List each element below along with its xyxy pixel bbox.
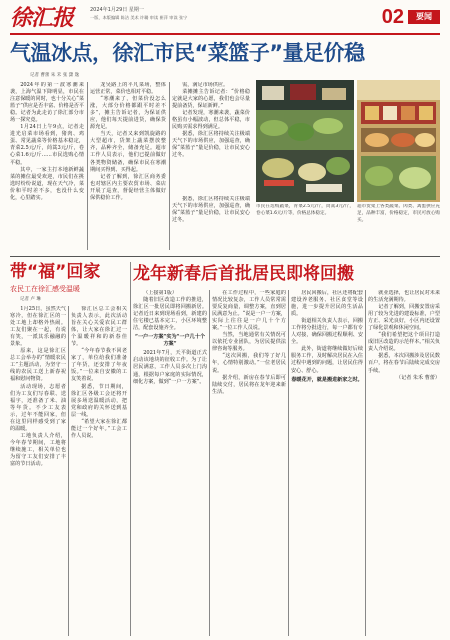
paragraph: 活动现场，志愿者们为工友们写春联、送福字，还准备了米、油等年货。不少工友表示，过年不能回家，但在这里同样感受到了家的温暖。 (10, 383, 66, 432)
photo-caption-left: 市民在选购蔬菜，青菜2.5元/斤，茼蒿3元/斤，卷心菜1.6元/斤等，价格总体稳定。 (256, 204, 354, 216)
paragraph: 就业选择，也让居民对未来的生活充满期待。 (368, 290, 440, 304)
column-divider (288, 290, 289, 636)
story2-column-2 (71, 306, 127, 636)
story1-headline: 气温冰点，徐汇市民“菜篮子”量足价稳 (10, 41, 365, 65)
vegetable-market-photo (256, 80, 354, 202)
issue-date: 2024年1月29日 星期一 (90, 7, 144, 13)
story2-byline: 记者 卢 琳 (20, 297, 41, 302)
story3-column-1 (133, 290, 207, 636)
paragraph: “今年春节我不回老家了，单位给我们准备了年货，还安排了年夜饭。”一位来自安徽的工友笑着说。 (71, 348, 127, 383)
story2-headline: 带“福”回家 (10, 262, 101, 282)
masthead-rule (10, 33, 440, 35)
story2-subhead: 农民工在徐汇感受温暖 (10, 285, 80, 293)
paragraph: 记者发现，寒潮来袭，蔬菜价格虽有小幅波动，但总体平稳，市民购买需求得到满足。 (172, 110, 250, 131)
story1-column-3-continued (172, 196, 250, 252)
paragraph: 2021年7月，天平街道正式启动该地块的征收工作。为了让居民满意，工作人员多次上门沟通，根据每户家庭的实际情况，细化方案，做到“一户一方案”。 (133, 350, 207, 385)
paragraph: 居民回搬后，社区还将配套建设养老服务、社区食堂等设施，进一步提升居民的生活品质。 (291, 290, 363, 318)
story3-column-4 (368, 290, 440, 636)
page-number: 02 (381, 6, 404, 28)
paragraph: 其中，一家主打本地新鲜蔬菜的摊位最受欢迎，市民们在挑选时纷纷说道，现在天气冷，菜价和平时差不多，也没什么变化，心里踏实。 (10, 166, 84, 201)
paragraph: 随着旧区改造工作的推进，徐汇区一批居民即将回搬新居。记者近日来到现场看到，新建的住宅楼已基本完工，小区环境整洁，配套设施齐全。 (133, 297, 207, 332)
paragraph: 徐汇区总工会相关负责人表示，此次活动旨在关心关爱农民工群体，让大家在徐汇过一个温暖祥和的新春佳节。 (71, 306, 127, 348)
column-divider (87, 82, 88, 250)
paragraph: 据悉，本次回搬涉及居民数百户，将在春节后陆续完成交房手续。 (368, 353, 440, 374)
paragraph: 原来，这是徐汇区总工会举办的“情暖农民工”主题活动，为坚守一线的农民工送上新春祝福和慰问物资。 (10, 348, 66, 383)
story1-column-3 (172, 82, 250, 194)
paragraph: 1月25日，虽然天气寒冷，但在徐汇区的一处工地上却格外热闹。工友们聚在一起，有说有笑，一派其乐融融的景象。 (10, 306, 66, 348)
column-divider (68, 306, 69, 636)
paragraph: 在工作过程中，一些家庭的情况比较复杂，工作人员常常需要反复商量，调整方案，直到居民满意为止。“说是一户一方案，实际上往往是一户几十个方案。”一位工作人员说。 (212, 290, 286, 332)
paragraph: 当天，记者又来到凯旋路的大型超市，货架上蔬菜摆放整齐，品种齐全，储备充足。超市工作人员表示，他们已提前做好各类物资储备，确保市民在寒潮期间买得到、买得起。 (90, 131, 166, 173)
paragraph: “希望大家在徐汇都能过一个好年。”工会工作人员说。 (71, 418, 127, 439)
market-stall-image (256, 80, 354, 202)
story1-byline: 记者 曹蕾 朱 禾 张 潇 逸 (30, 73, 80, 78)
story3-headline: 龙年新春后首批居民即将回搬 (133, 264, 354, 284)
paragraph: 龙吴路上的平凡菜场，整体运营正常，菜价也相对平稳。 (90, 82, 166, 96)
column-divider (209, 290, 210, 636)
paragraph: （上接第1版） (143, 290, 177, 296)
paragraph: 此外，街道将继续做好后续服务工作，及时解决居民在入住过程中遇到的问题，让居民住得安心、舒心。 (291, 346, 363, 374)
paragraph: 当然，当地通常有关情况可以依托专业团队，为居民提供法律咨询等服务。 (212, 332, 286, 353)
paragraph: 据悉，节日期间，徐汇区各级工会还将开展多场送温暖活动，把党和政府的关怀送到基层一线。 (71, 383, 127, 418)
editor-credits: 一版、本版编辑 陈洁 美术 许璐 审读 崔萍 审读 张宁 (90, 15, 188, 20)
subheading: 春暖花开，就是搬进新家之时。 (291, 376, 363, 383)
paragraph: 菜摊摊主告诉记者：“价格稳定就是大家的心愿，我们也会尽量提前备货，保证新鲜。” (172, 89, 250, 110)
paragraph: 记者了解到，徐汇区商务委也对辖区内主要农贸市场、菜店开展了巡查，督促经营主体做好保供稳价工作。 (90, 173, 166, 201)
story1-column-1 (10, 82, 84, 252)
story3-column-3 (291, 290, 363, 636)
paragraph: 记者了解到，回搬安置房采用了较为先进的建设标准，户型方正、采光良好，小区内还设置了绿化景观和休闲空间。 (368, 304, 440, 332)
story1-column-2 (90, 82, 166, 252)
supermarket-shelf-image (357, 80, 440, 202)
column-divider (169, 82, 170, 250)
paragraph: 需，满足市场供应。 (182, 82, 229, 88)
paragraph: 工地负责人介绍，今年春节期间，工地将继续施工，相关单位也为留守工友们安排了丰富的节日活动。 (10, 432, 66, 468)
supermarket-photo (357, 80, 440, 202)
story-credit: （记者 朱禾 曹蕾） (396, 374, 440, 381)
story-divider (10, 256, 440, 257)
paragraph: 据悉，徐汇区将持续关注极端天气下的市场供应，加强巡查，确保“菜篮子”量足价稳，让市民安心过冬。 (172, 131, 250, 159)
story2-column-1 (10, 306, 66, 636)
paragraph: 街道相关负责人表示，回搬工作将分批进行，每一户都有专人对接，确保回搬过程顺利、安全。 (291, 318, 363, 346)
column-divider (130, 262, 131, 636)
paragraph: “我们希望把这个项目打造成旧区改造的示范样本。”相关负责人介绍说。 (368, 332, 440, 353)
column-divider (365, 290, 366, 636)
masthead (10, 4, 440, 34)
paragraph: “寒潮来了，但菜价没怎么涨，大部分价格都跟平时差不多”，摊主告诉记者，为保证供应，他们每天提前进货，确保货源充足。 (90, 96, 166, 131)
newspaper-logo: 徐汇报 (10, 5, 74, 31)
photo-caption-right: 超市货架上各类蔬菜、肉类、禽蛋供应充足，品种丰富，价格稳定，市民可放心购买。 (357, 204, 440, 223)
paragraph: “这次回搬，我们等了好几年，心情特别激动。”一位老居民说。 (212, 353, 286, 374)
paragraph: 据介绍，新房在春节后即可陆续交付，居民将在龙年迎来新生活。 (212, 374, 286, 395)
paragraph: 1月24日上午9点，记者走进光启菜市场看到，猪肉、鸡蛋、常见蔬菜等价格基本稳定，青菜2.5元/斤，茼蒿3元/斤，卷心菜1.6元/斤……市民选购心情平稳。 (10, 124, 84, 166)
subheading: “一户一方案”实为“一户几十个方案” (135, 334, 205, 348)
paragraph: 据悉，徐汇区将持续关注极端天气下的市场供应，加强巡查，确保“菜篮子”量足价稳，让市民安心过冬。 (172, 196, 250, 224)
story3-column-2 (212, 290, 286, 636)
section-tag: 要闻 (408, 10, 440, 24)
paragraph: 2024年的第一波寒潮来袭，上海气温下降明显，市民在注意保暖的同时，也十分关心“菜篮子”供应是否丰富、价格是否平稳。记者为此走访了徐汇部分市场一探究竟。 (10, 82, 84, 124)
